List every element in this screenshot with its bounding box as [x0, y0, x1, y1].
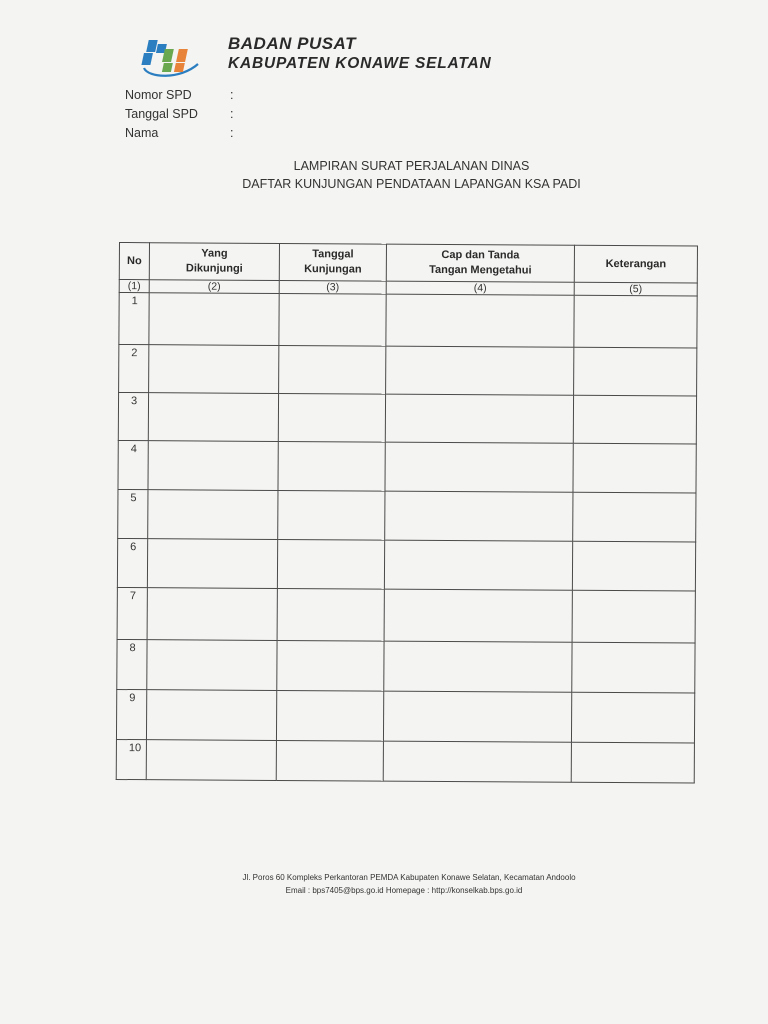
stamp-signature-cell: [385, 394, 573, 443]
date-cell: [277, 588, 384, 641]
notes-cell: [572, 590, 695, 643]
column-number: (3): [279, 280, 386, 294]
table-row: [117, 639, 695, 693]
stamp-signature-cell: [384, 589, 572, 642]
table-header-row: [119, 243, 697, 284]
column-number: (4): [386, 281, 574, 295]
agency-name-line2: KABUPATEN KONAWE SELATAN: [228, 55, 492, 72]
header-visited-line1: Yang: [201, 247, 228, 260]
notes-cell: [571, 742, 694, 783]
visited-cell: [147, 588, 277, 641]
visited-cell: [147, 539, 277, 589]
row-number-cell: 4: [118, 440, 148, 489]
header-notes: [574, 245, 697, 283]
meta-row-nama: [125, 126, 240, 145]
header-date: [279, 243, 386, 281]
visited-cell: [146, 690, 276, 741]
header-stamp-line2: Tangan Mengetahui: [429, 263, 532, 277]
agency-name: [228, 34, 491, 74]
meta-label: Nomor SPD: [125, 88, 192, 102]
visited-cell: [146, 740, 276, 781]
notes-cell: [571, 692, 694, 743]
stamp-signature-cell: [384, 540, 572, 590]
stamp-signature-cell: [383, 691, 571, 742]
notes-cell: [573, 492, 696, 542]
row-number-cell: 5: [118, 489, 148, 538]
document-title: [0, 157, 768, 193]
document-title-line1: LAMPIRAN SURAT PERJALANAN DINAS: [293, 159, 530, 173]
table-row: [118, 393, 696, 445]
stamp-signature-cell: [384, 641, 572, 692]
meta-colon: :: [230, 126, 234, 140]
header-notes-label: Keterangan: [605, 257, 667, 270]
notes-cell: [573, 443, 696, 493]
visited-cell: [148, 490, 278, 540]
header-visited-line2: Dikunjungi: [185, 262, 243, 275]
table-row: [119, 293, 697, 349]
column-number: (5): [574, 282, 697, 296]
stamp-signature-cell: [383, 741, 571, 782]
date-cell: [279, 293, 386, 346]
row-number-cell: 2: [119, 345, 149, 393]
row-number-cell: 9: [116, 689, 146, 739]
meta-colon: :: [230, 88, 234, 102]
table-row: [117, 587, 695, 643]
date-cell: [276, 690, 383, 741]
row-number-cell: 3: [118, 393, 148, 441]
date-cell: [277, 539, 384, 589]
notes-cell: [574, 295, 697, 348]
table-row: [119, 345, 697, 397]
visit-table: [116, 242, 698, 784]
row-number-cell: 7: [117, 587, 147, 639]
header-stamp-line1: Cap dan Tanda: [441, 248, 520, 262]
meta-row-tanggal: [125, 107, 240, 126]
bps-logo-icon: [140, 34, 204, 80]
visited-cell: [148, 441, 278, 491]
header-stamp-signature: [386, 244, 574, 282]
row-number-cell: 8: [117, 639, 147, 689]
column-number: (1): [119, 280, 149, 293]
visited-cell: [149, 345, 279, 394]
visited-cell: [147, 640, 277, 691]
header-no-label: No: [127, 254, 142, 267]
table-row: [118, 489, 696, 542]
table-row: [117, 538, 695, 591]
visited-cell: [148, 393, 278, 442]
table-row: [116, 739, 694, 783]
stamp-signature-cell: [385, 442, 573, 492]
stamp-signature-cell: [385, 491, 573, 541]
meta-row-nomor: [125, 88, 240, 107]
date-cell: [278, 490, 385, 540]
notes-cell: [572, 541, 695, 591]
date-cell: [279, 345, 386, 394]
footer: [0, 871, 768, 897]
row-number-cell: 10: [116, 739, 146, 779]
meta-label: Nama: [125, 126, 159, 140]
notes-cell: [574, 347, 697, 396]
header-no: [119, 243, 149, 280]
stamp-signature-cell: [386, 294, 574, 347]
date-cell: [278, 441, 385, 491]
agency-name-line1: BADAN PUSAT: [228, 34, 356, 53]
document-title-line2: DAFTAR KUNJUNGAN PENDATAAN LAPANGAN KSA PADI: [242, 177, 581, 191]
table-row: [116, 689, 694, 743]
date-cell: [277, 640, 384, 691]
footer-address: Jl. Poros 60 Kompleks Perkantoran PEMDA Kabupaten Konawe Selatan, Kecamatan Andoolo: [242, 873, 576, 882]
header-visited: [149, 243, 279, 281]
header-date-line1: Tanggal: [312, 248, 354, 261]
row-number-cell: 1: [119, 293, 149, 345]
table-row: [118, 440, 696, 493]
column-number: (2): [149, 280, 279, 294]
stamp-signature-cell: [386, 346, 574, 395]
header-date-line2: Kunjungan: [304, 263, 362, 276]
notes-cell: [572, 642, 695, 693]
notes-cell: [573, 395, 696, 444]
meta-colon: :: [230, 107, 234, 121]
footer-contact: Email : bps7405@bps.go.id Homepage : http://konselkab.bps.go.id: [285, 886, 523, 895]
date-cell: [276, 740, 383, 781]
meta-label: Tanggal SPD: [125, 107, 198, 121]
row-number-cell: 6: [117, 538, 147, 587]
visited-cell: [149, 293, 279, 346]
spd-meta: [125, 88, 240, 145]
date-cell: [278, 393, 385, 442]
